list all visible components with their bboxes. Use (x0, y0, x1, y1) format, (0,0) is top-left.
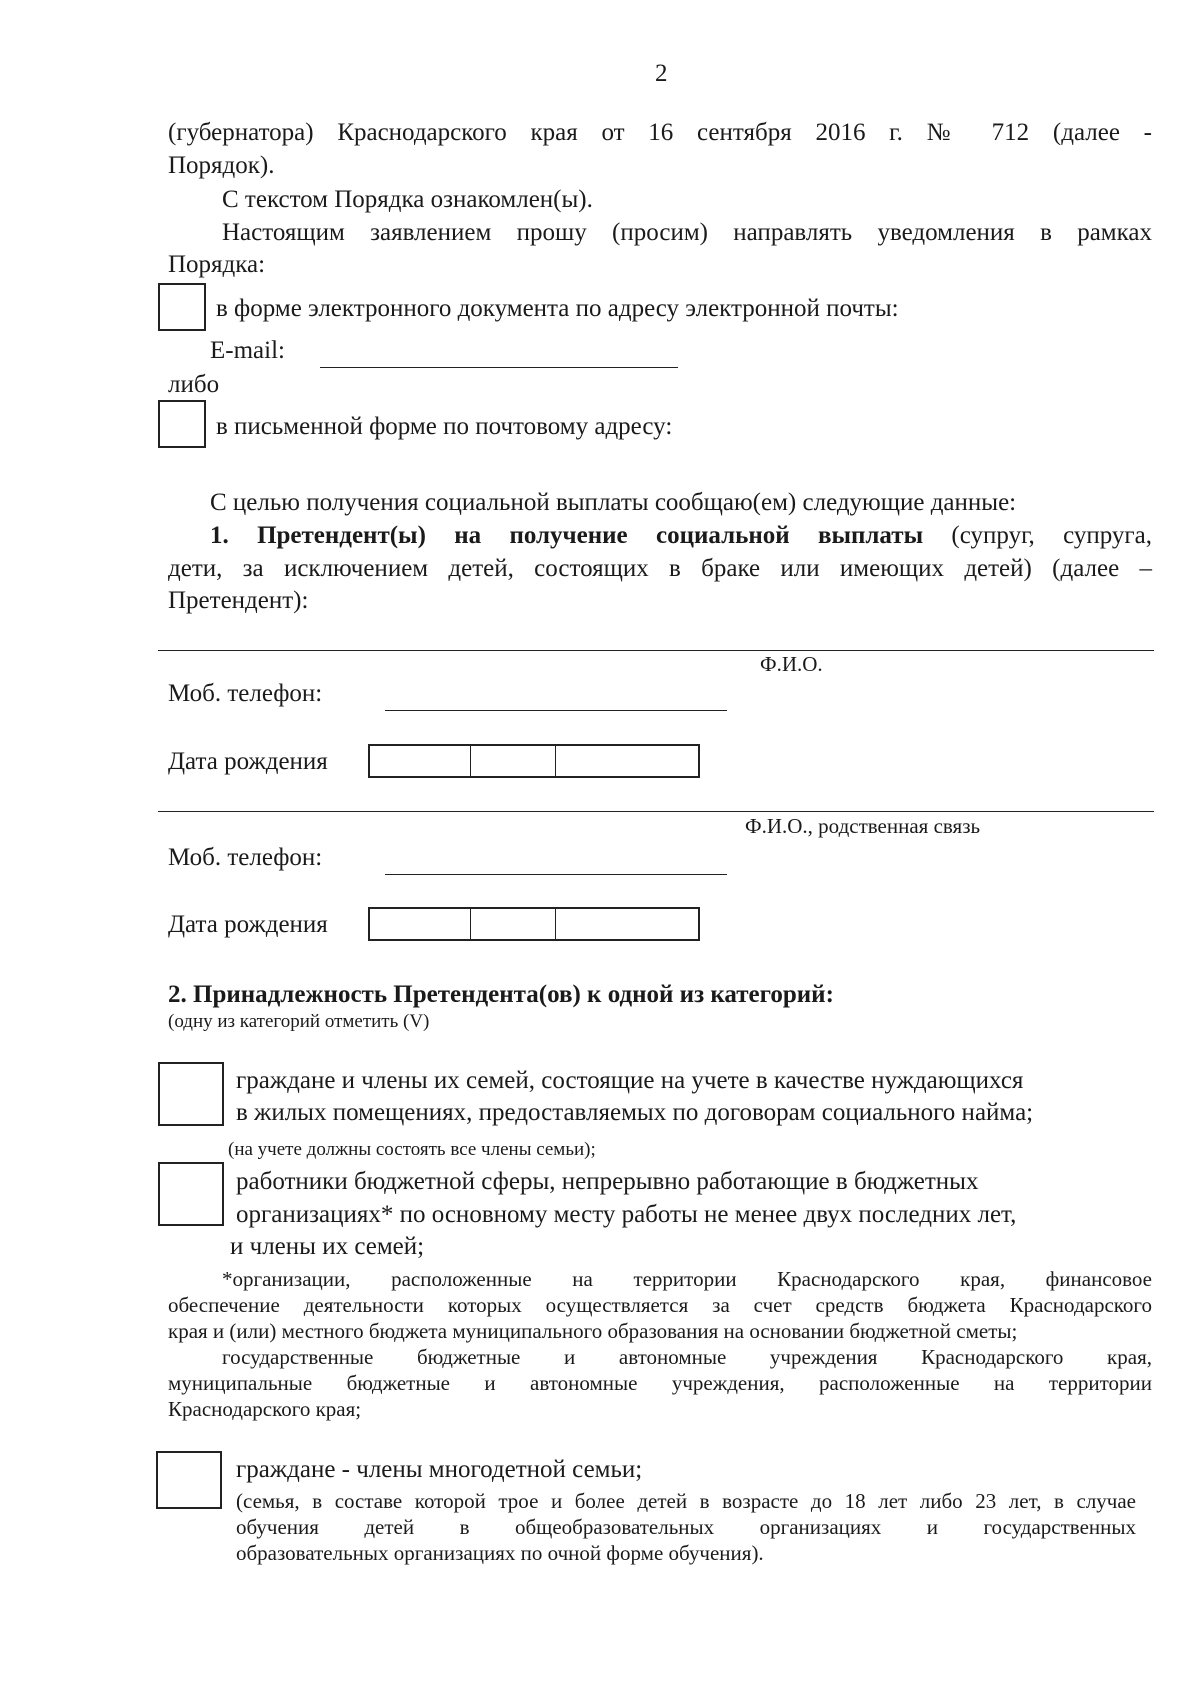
electronic-notify-checkbox[interactable] (158, 283, 206, 331)
category3-note-line-3: образовательных организациях по очной форме обучения). (236, 1541, 764, 1565)
category3-note-line-1: (семья, в составе которой трое и более детей в возрасте до 18 лет либо 23 лет, в случае (236, 1489, 1136, 1513)
category2-footnote1-line-1: *организации, расположенные на территории Краснодарского края, финансовое (222, 1267, 1152, 1291)
postal-notify-label: в письменной форме по почтовому адресу: (216, 413, 673, 440)
applicant1-birth-date-field[interactable] (368, 744, 700, 778)
applicant2-phone-field[interactable] (385, 842, 727, 875)
intro-line-1: (губернатора) Краснодарского края от 16 сентября 2016 г. № 712 (далее - (168, 119, 1152, 146)
date-separator (470, 909, 471, 939)
applicant1-phone-label: Моб. телефон: (168, 680, 323, 707)
page-number: 2 (655, 60, 668, 87)
section1-line-2: дети, за исключением детей, состоящих в браке или имеющих детей) (далее – (168, 555, 1152, 582)
category1-line-1: граждане и члены их семей, состоящие на учете в качестве нуждающихся (236, 1067, 1024, 1094)
applicant1-fio-line[interactable] (158, 650, 1154, 651)
category3-note-line-2: обучения детей в общеобразовательных организациях и государственных (236, 1515, 1136, 1539)
acquainted-text: С текстом Порядка ознакомлен(ы). (222, 186, 593, 213)
section1-heading-rest: (супруг, супруга, (951, 522, 1152, 549)
request-line-2: Порядка: (168, 251, 266, 278)
category2-checkbox[interactable] (158, 1162, 224, 1226)
purpose-text: С целью получения социальной выплаты сообщаю(ем) следующие данные: (210, 489, 1017, 516)
section1-heading (210, 520, 1152, 552)
section2-heading: 2. Принадлежность Претендента(ов) к одной из категорий: (168, 981, 834, 1008)
category2-line-3: и члены их семей; (230, 1233, 425, 1260)
category2-footnote2-line-2: муниципальные бюджетные и автономные учреждения, расположенные на территории (168, 1371, 1152, 1395)
applicant1-fio-caption: Ф.И.О. (760, 652, 823, 676)
electronic-notify-label: в форме электронного документа по адресу электронной почты: (216, 295, 899, 322)
email-label: E-mail: (210, 337, 285, 364)
category3-checkbox[interactable] (156, 1451, 222, 1509)
category2-footnote2-line-1: государственные бюджетные и автономные учреждения Краснодарского края, (222, 1345, 1152, 1369)
request-line-1: Настоящим заявлением прошу (просим) направлять уведомления в рамках (222, 219, 1152, 246)
date-separator (555, 746, 556, 776)
category1-note: (на учете должны состоять все члены семьи); (228, 1139, 596, 1160)
category1-checkbox[interactable] (158, 1062, 224, 1126)
applicant2-birth-label: Дата рождения (168, 911, 328, 938)
category2-footnote2-line-3: Краснодарского края; (168, 1397, 362, 1421)
category2-footnote1-line-3: края и (или) местного бюджета муниципального образования на основании бюджетной сметы; (168, 1319, 1018, 1343)
category1-line-2: в жилых помещениях, предоставляемых по договорам социального найма; (236, 1099, 1034, 1126)
applicant1-phone-field[interactable] (385, 678, 727, 711)
section2-hint: (одну из категорий отметить (V) (168, 1011, 430, 1032)
category2-line-2: организациях* по основному месту работы не менее двух последних лет, (236, 1201, 1017, 1228)
applicant2-fio-caption: Ф.И.О., родственная связь (745, 814, 981, 838)
or-label: либо (168, 371, 220, 398)
category2-footnote1-line-2: обеспечение деятельности которых осуществляется за счет средств бюджета Краснодарского (168, 1293, 1152, 1317)
intro-line-2: Порядок). (168, 152, 275, 179)
section1-line-3: Претендент): (168, 587, 309, 614)
applicant2-fio-line[interactable] (158, 811, 1154, 812)
applicant1-birth-label: Дата рождения (168, 748, 328, 775)
date-separator (555, 909, 556, 939)
section1-heading-bold: 1. Претендент(ы) на получение социальной выплаты (210, 522, 924, 549)
postal-notify-checkbox[interactable] (158, 400, 206, 448)
category3-line-1: граждане - члены многодетной семьи; (236, 1456, 643, 1483)
email-field[interactable] (320, 335, 678, 368)
applicant2-birth-date-field[interactable] (368, 907, 700, 941)
category2-line-1: работники бюджетной сферы, непрерывно работающие в бюджетных (236, 1168, 979, 1195)
date-separator (470, 746, 471, 776)
applicant2-phone-label: Моб. телефон: (168, 844, 323, 871)
